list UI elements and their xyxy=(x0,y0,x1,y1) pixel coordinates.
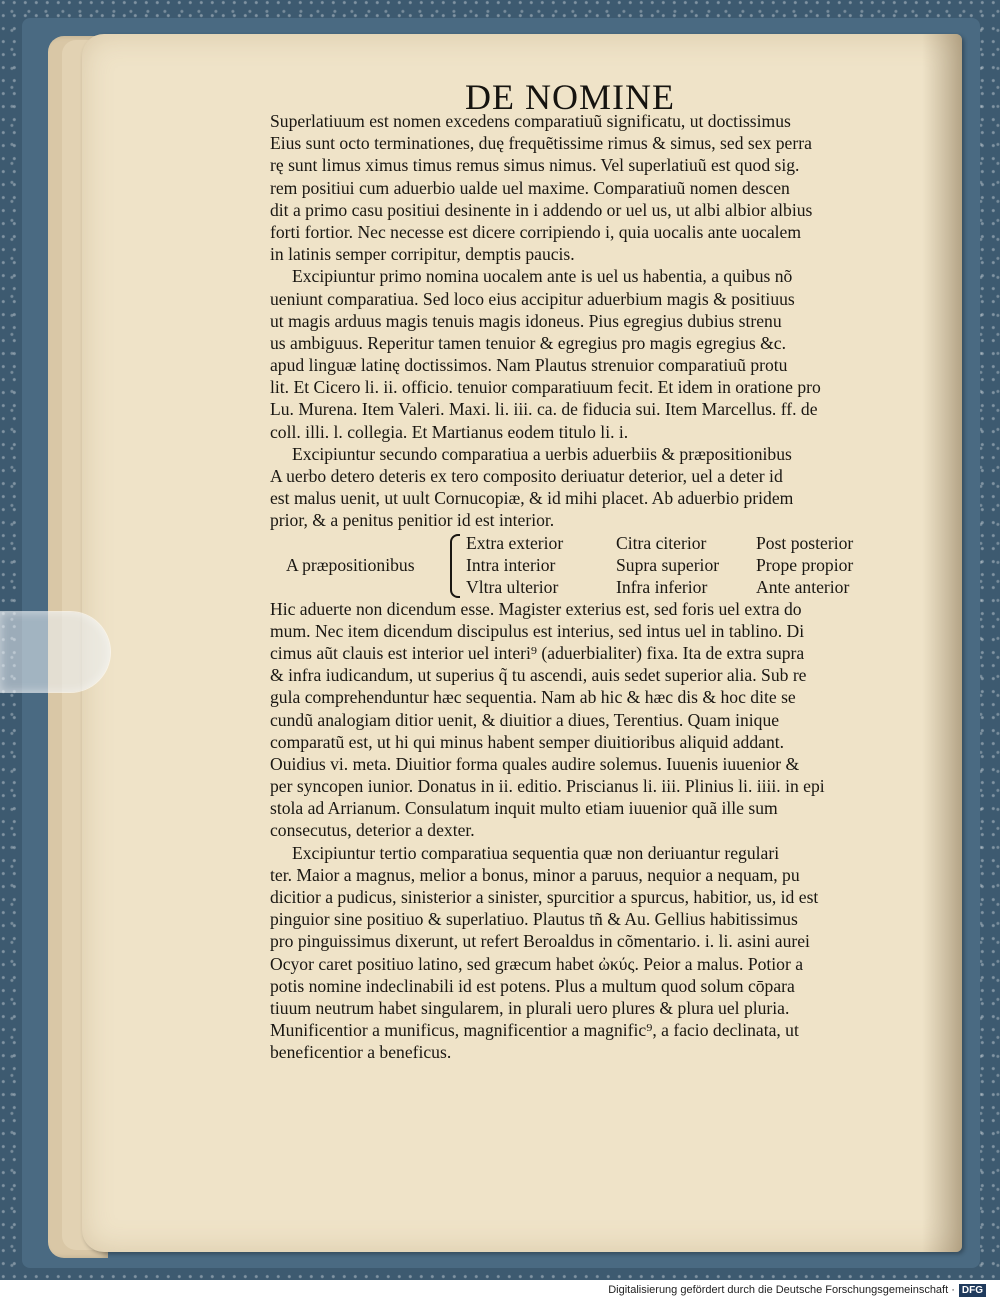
text-line: Hic aduerte non dicendum esse. Magister exterius est, sed foris uel extra do xyxy=(270,598,802,619)
text-line: apud linguæ latinę doctissimos. Nam Plautus strenuior comparatiuũ protu xyxy=(270,355,788,376)
text-line: coll. illi. l. collegia. Et Martianus eodem titulo li. i. xyxy=(270,421,629,442)
text-line: ter. Maior a magnus, melior a bonus, minor a paruus, nequior a nequam, pu xyxy=(270,864,800,885)
text-line: dit a primo casu positiui desinente in i addendo or uel us, ut albi albior albius xyxy=(270,199,813,220)
text-line: lit. Et Cicero li. ii. officio. tenuior comparatiuum fecit. Et idem in oratione pro xyxy=(270,377,821,398)
paragraph-exceptions-first xyxy=(270,265,910,443)
text-line: Ouidius vi. meta. Diuitior forma quales audire solemus. Iuuenis iuuenior & xyxy=(270,753,800,774)
dfg-logo: DFG xyxy=(959,1284,986,1297)
text-line: gula comprehenduntur hæc sequentia. Nam ab hic & hæc dis & hoc dite se xyxy=(270,687,796,708)
page-clip xyxy=(0,612,110,692)
page-text xyxy=(270,110,910,1064)
text-line: Lu. Murena. Item Valeri. Maxi. li. iii. ca. de fiducia sui. Item Marcellus. ff. de xyxy=(270,399,818,420)
text-line: per syncopen iunior. Donatus in ii. editio. Priscianus li. iii. Plinius li. iiii. in epi xyxy=(270,776,825,797)
text-line: cimus aũt clauis est interior uel interi⁹ (aduerbialiter) fixa. Ita de extra supra xyxy=(270,642,805,663)
text-line: forti fortior. Nec necesse est dicere corripiendo i, quia uocalis ante uocalem xyxy=(270,221,802,242)
text-line: pro pinguissimus dixerunt, ut refert Beroaldus in cõmentario. i. li. asini aurei xyxy=(270,931,810,952)
text-line: Excipiuntur primo nomina uocalem ante is uel us habentia, a quibus nõ xyxy=(292,266,793,287)
table-cell: Intra interior xyxy=(466,554,556,575)
paragraph-exceptions-second xyxy=(270,443,910,532)
text-line: Ocyor caret positiuo latino, sed græcum habet ὠκύς. Peior a malus. Potior a xyxy=(270,953,804,974)
text-line: mum. Nec item dicendum discipulus est interius, sed intus uel in tablino. Di xyxy=(270,620,805,641)
digitization-credit xyxy=(608,1284,986,1297)
text-line: rem positiui cum aduerbio ualde uel maxime. Comparatiuũ nomen descen xyxy=(270,177,790,198)
table-cell: Ante anterior xyxy=(756,576,850,597)
text-line: Excipiuntur tertio comparatiua sequentia quæ non deriuantur regulari xyxy=(292,842,780,863)
text-line: & infra iudicandum, ut superius q̃ tu ascendi, auis sedet superior alia. Sub re xyxy=(270,665,807,686)
text-line: rę sunt limus ximus timus remus simus nimus. Vel superlatiuũ est quod sig. xyxy=(270,155,800,176)
text-line: Munificentior a munificus, magnificentior a magnific⁹, a facio declinata, ut xyxy=(270,1020,799,1041)
page-heading: DE NOMINE xyxy=(465,77,675,117)
text-line: cundũ analogiam ditior uenit, & diuitior a diues, Terentius. Quam inique xyxy=(270,709,780,730)
credit-text: Digitalisierung gefördert durch die Deutsche Forschungsgemeinschaft · xyxy=(608,1284,955,1296)
text-line: beneficentior a beneficus. xyxy=(270,1042,452,1063)
text-line: Eius sunt octo terminationes, duę frequẽtissime rimus & simus, sed sex perra xyxy=(270,133,812,154)
preposition-table xyxy=(270,532,910,598)
table-cell: Post posterior xyxy=(756,532,854,553)
text-line: ueniunt comparatiua. Sed loco eius accipitur aduerbium magis & positiuus xyxy=(270,288,795,309)
paragraph-prepositions-note xyxy=(270,598,910,842)
table-label: A præpositionibus xyxy=(286,554,415,575)
text-line: in latinis semper corripitur, demptis paucis. xyxy=(270,244,575,265)
text-line: ut magis arduus magis tenuis magis idoneus. Pius egregius dubius strenu xyxy=(270,310,782,331)
text-line: pinguior sine positiuo & superlatiuo. Plautus tñ & Au. Gellius habitissimus xyxy=(270,909,798,930)
text-line: Excipiuntur secundo comparatiua a uerbis aduerbiis & præpositionibus xyxy=(292,443,792,464)
text-line: A uerbo detero deteris ex tero composito deriuatur deterior, uel a deter id xyxy=(270,466,783,486)
page-gutter xyxy=(922,34,962,1252)
table-cell: Prope propior xyxy=(756,554,854,575)
text-line: dicitior a pudicus, sinisterior a sinister, spurcitior a spurcus, habitior, us, id est xyxy=(270,887,819,907)
table-brace xyxy=(450,534,460,598)
table-cell: Citra citerior xyxy=(616,532,707,553)
text-line: Superlatiuum est nomen excedens comparatiuũ significatu, ut doctissimus xyxy=(270,111,791,131)
table-cell: Extra exterior xyxy=(466,532,564,553)
paragraph-exceptions-third xyxy=(270,842,910,1064)
text-line: us ambiguus. Reperitur tamen tenuior & egregius pro magis egregius &c. xyxy=(270,332,786,353)
paragraph-superlative xyxy=(270,110,910,265)
text-line: potis nomine indeclinabili id est potens. Plus a multum quod solum cōpara xyxy=(270,975,795,996)
text-line: est malus uenit, ut uult Cornucopiæ, & id mihi placet. Ab aduerbio pridem xyxy=(270,488,794,509)
table-cell: Supra superior xyxy=(616,554,720,575)
table-cell: Vltra ulterior xyxy=(466,576,559,597)
text-line: stola ad Arrianum. Consulatum inquit multo etiam iuuenior quã ille sum xyxy=(270,798,778,819)
table-cell: Infra inferior xyxy=(616,576,708,597)
text-line: tiuum neutrum habet singularem, in plurali uero plures & plura uel pluria. xyxy=(270,997,790,1018)
text-line: comparatũ est, ut hi qui minus habent semper diuitioribus aliquid addant. xyxy=(270,731,785,752)
text-line: consecutus, deterior a dexter. xyxy=(270,820,475,841)
text-line: prior, & a penitus penitior id est interior. xyxy=(270,510,555,531)
